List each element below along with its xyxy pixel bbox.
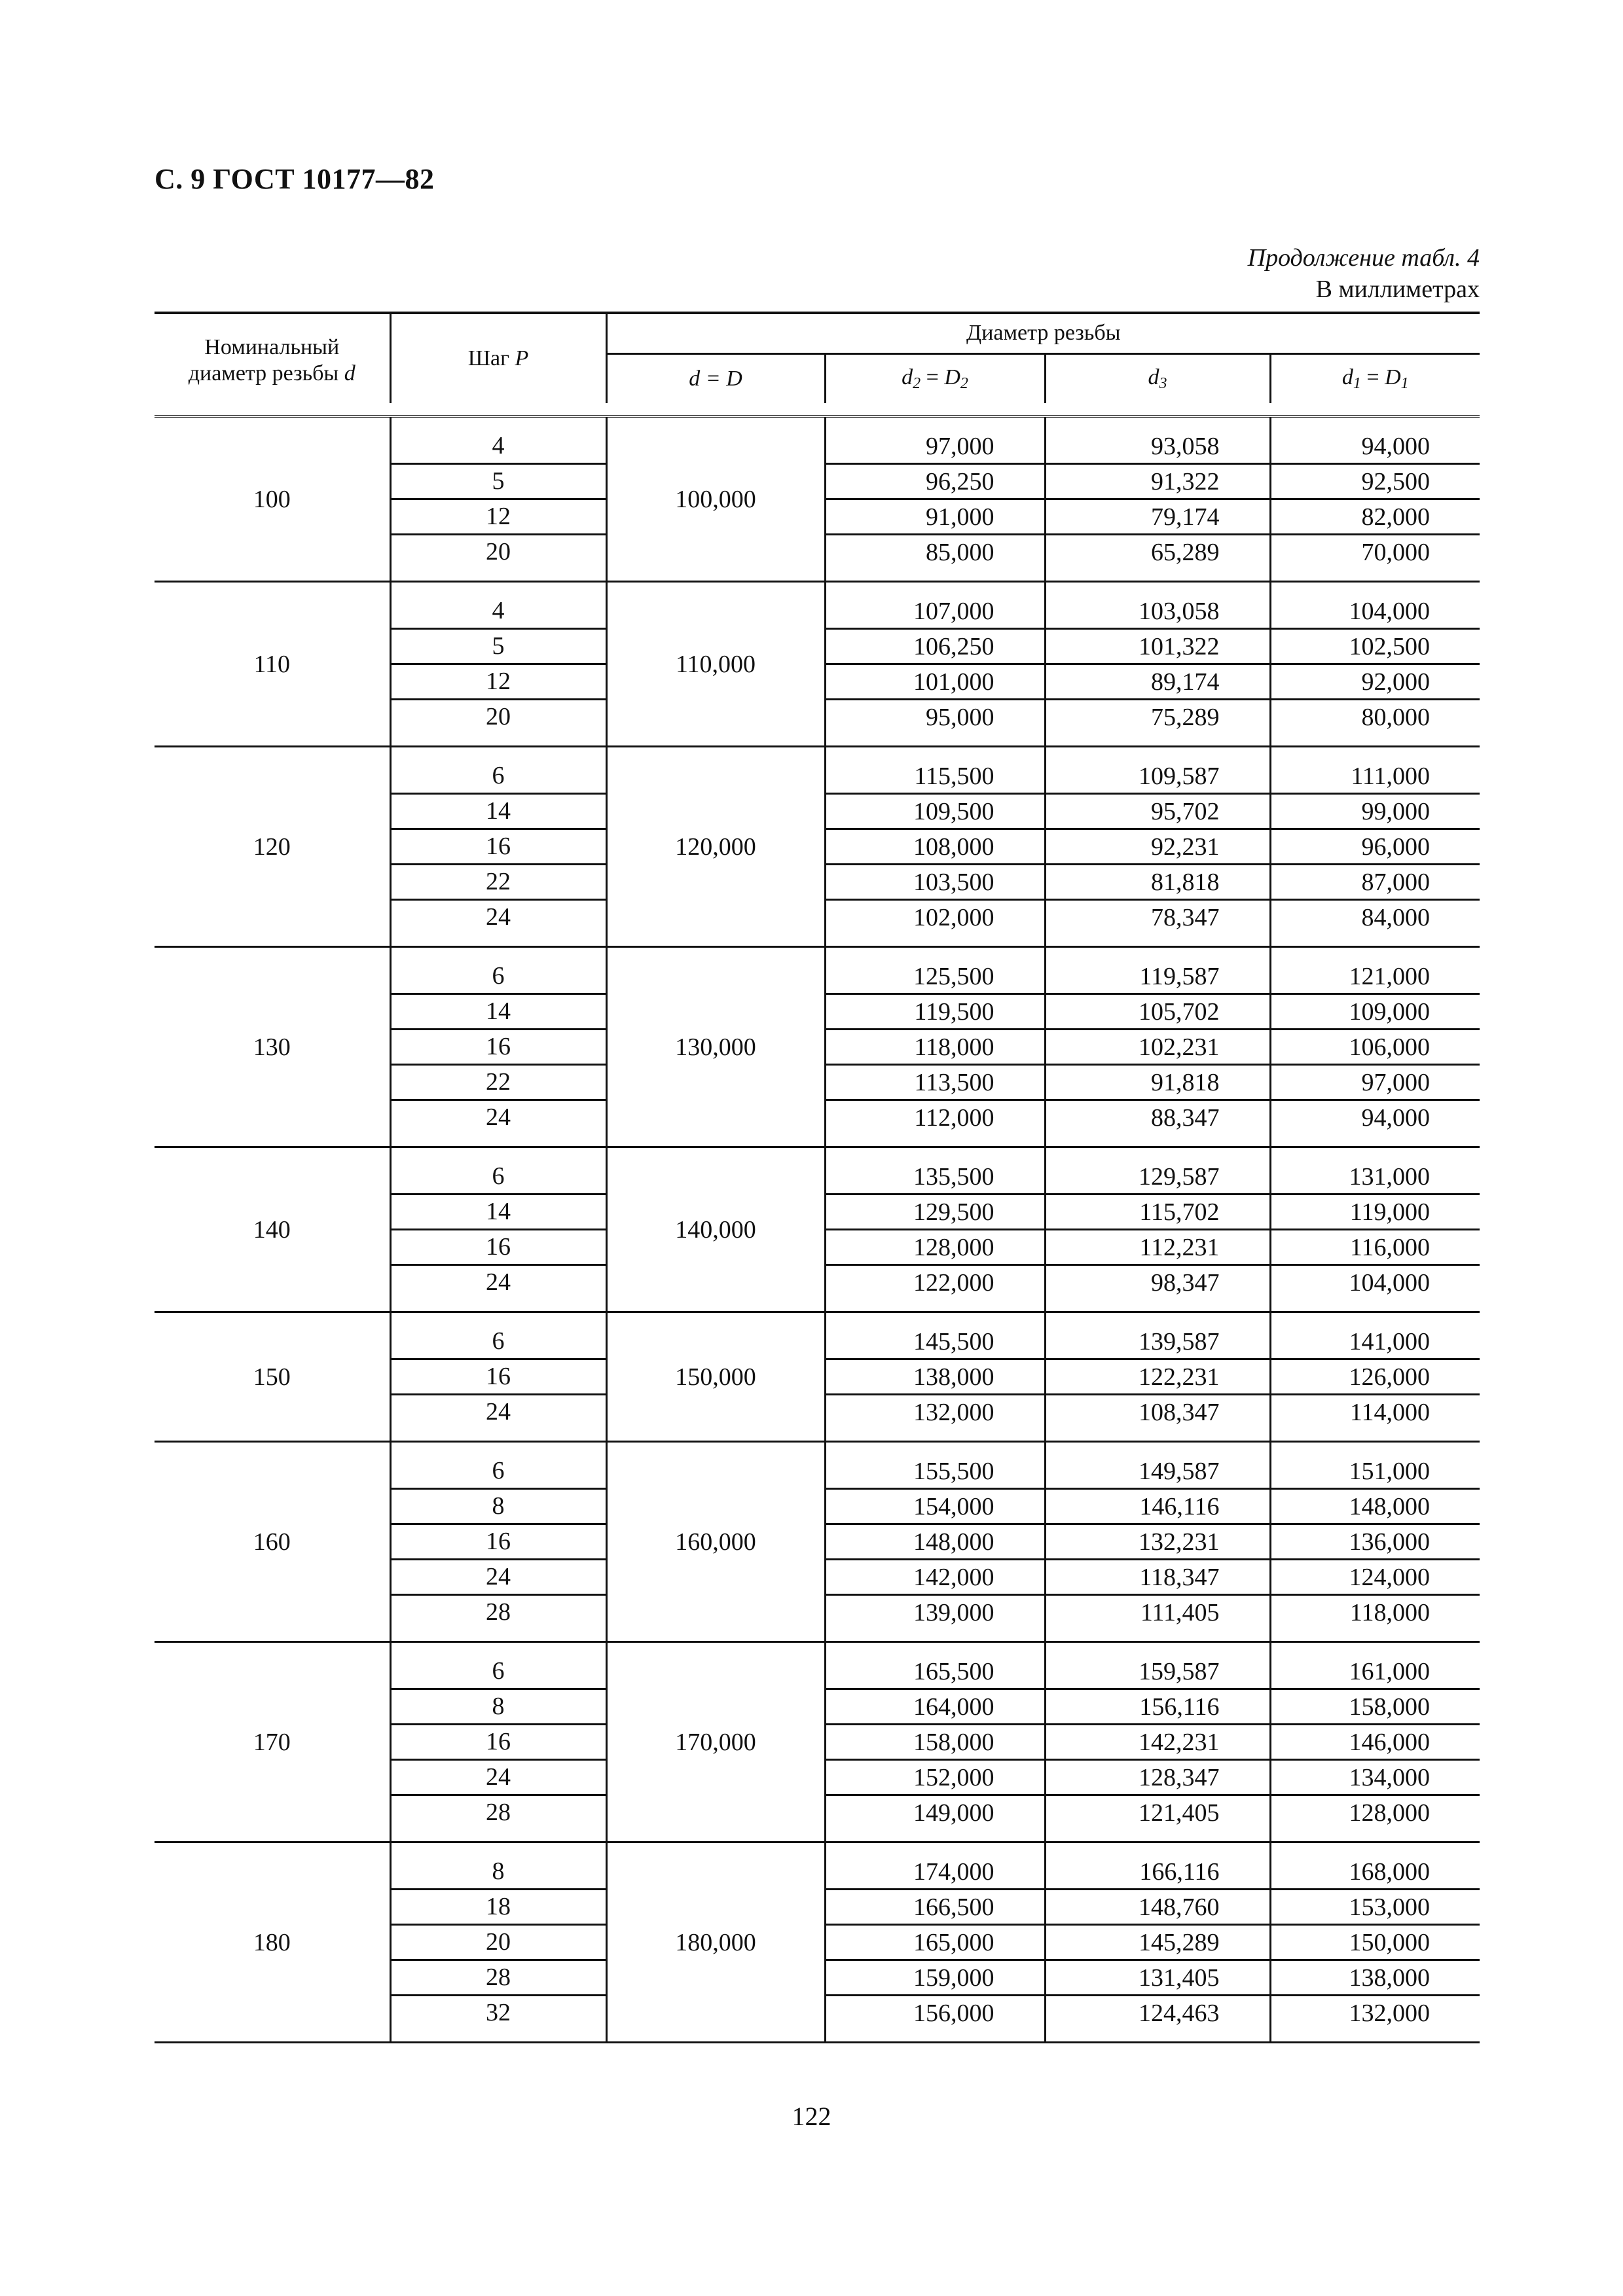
value-cell-d2: 139,000 bbox=[825, 1595, 1045, 1630]
pitch-cell: 22 bbox=[390, 865, 606, 900]
table-continuation-label: Продолжение табл. 4 bbox=[1247, 244, 1480, 272]
value-spacer bbox=[1270, 1312, 1480, 1325]
value-cell-d1: 109,000 bbox=[1270, 994, 1480, 1030]
value-cell-d2: 122,000 bbox=[825, 1265, 1045, 1300]
value-cell-d2: 97,000 bbox=[825, 429, 1045, 464]
value-cell-d2: 149,000 bbox=[825, 1795, 1045, 1830]
pitch-spacer bbox=[390, 947, 606, 960]
group-top-spacer bbox=[155, 582, 1480, 595]
value-cell-d2: 85,000 bbox=[825, 535, 1045, 569]
value-cell-d1: 104,000 bbox=[1270, 594, 1480, 629]
value-spacer bbox=[1270, 1429, 1480, 1442]
value-cell-d2: 148,000 bbox=[825, 1524, 1045, 1560]
value-spacer bbox=[825, 1147, 1045, 1160]
value-spacer bbox=[825, 934, 1045, 947]
pitch-cell: 24 bbox=[390, 1100, 606, 1135]
value-spacer bbox=[1270, 1629, 1480, 1642]
value-cell-d2: 166,500 bbox=[825, 1890, 1045, 1925]
value-cell-d3: 149,587 bbox=[1045, 1454, 1270, 1489]
page-number: 122 bbox=[792, 2102, 831, 2131]
value-spacer bbox=[825, 416, 1045, 429]
nominal-diameter-cell: 140 bbox=[155, 1147, 390, 1312]
value-spacer bbox=[825, 747, 1045, 760]
header-sub-d3: $d_3$ bbox=[1045, 353, 1270, 403]
pitch-spacer bbox=[390, 747, 606, 760]
pitch-cell: 24 bbox=[390, 1760, 606, 1795]
value-spacer bbox=[1270, 947, 1480, 960]
major-diameter-cell: 110,000 bbox=[606, 582, 825, 747]
value-cell-d1: 111,000 bbox=[1270, 759, 1480, 794]
thread-diameter-table bbox=[155, 312, 1480, 2043]
pitch-cell: 20 bbox=[390, 700, 606, 734]
value-cell-d1: 126,000 bbox=[1270, 1359, 1480, 1395]
value-cell-d1: 118,000 bbox=[1270, 1595, 1480, 1630]
pitch-cell: 6 bbox=[390, 1655, 606, 1689]
major-diameter-cell: 160,000 bbox=[606, 1442, 825, 1642]
header-sub-d1: $d_1 = D_1$ bbox=[1270, 353, 1480, 403]
pitch-cell: 18 bbox=[390, 1890, 606, 1925]
value-spacer bbox=[825, 1299, 1045, 1312]
value-cell-d1: 168,000 bbox=[1270, 1855, 1480, 1890]
value-spacer bbox=[825, 1442, 1045, 1455]
value-cell-d3: 111,405 bbox=[1045, 1595, 1270, 1630]
page-header: С. 9 ГОСТ 10177—82 bbox=[155, 163, 435, 195]
value-cell-d1: 158,000 bbox=[1270, 1689, 1480, 1725]
value-spacer bbox=[1270, 1299, 1480, 1312]
value-cell-d3: 115,702 bbox=[1045, 1194, 1270, 1230]
header-pitch bbox=[390, 313, 606, 403]
value-spacer bbox=[1270, 2030, 1480, 2043]
value-cell-d1: 150,000 bbox=[1270, 1925, 1480, 1960]
pitch-spacer bbox=[390, 1842, 606, 1856]
value-cell-d1: 132,000 bbox=[1270, 1996, 1480, 2030]
pitch-cell: 16 bbox=[390, 1725, 606, 1760]
value-cell-d3: 166,116 bbox=[1045, 1855, 1270, 1890]
value-cell-d3: 121,405 bbox=[1045, 1795, 1270, 1830]
value-cell-d2: 165,000 bbox=[825, 1925, 1045, 1960]
pitch-spacer bbox=[390, 2030, 606, 2043]
pitch-cell: 24 bbox=[390, 1560, 606, 1595]
value-cell-d3: 109,587 bbox=[1045, 759, 1270, 794]
nominal-diameter-cell: 130 bbox=[155, 947, 390, 1147]
value-spacer bbox=[1045, 1629, 1270, 1642]
pitch-spacer bbox=[390, 1442, 606, 1455]
pitch-cell: 16 bbox=[390, 1359, 606, 1395]
value-cell-d1: 128,000 bbox=[1270, 1795, 1480, 1830]
value-cell-d2: 138,000 bbox=[825, 1359, 1045, 1395]
value-cell-d2: 174,000 bbox=[825, 1855, 1045, 1890]
pitch-spacer bbox=[390, 934, 606, 947]
value-spacer bbox=[1045, 1829, 1270, 1842]
value-cell-d3: 91,818 bbox=[1045, 1065, 1270, 1100]
value-cell-d2: 119,500 bbox=[825, 994, 1045, 1030]
value-cell-d2: 106,250 bbox=[825, 629, 1045, 664]
value-cell-d3: 103,058 bbox=[1045, 594, 1270, 629]
pitch-cell: 28 bbox=[390, 1795, 606, 1830]
major-diameter-cell: 150,000 bbox=[606, 1312, 825, 1442]
value-cell-d1: 121,000 bbox=[1270, 960, 1480, 994]
value-cell-d3: 105,702 bbox=[1045, 994, 1270, 1030]
value-cell-d2: 91,000 bbox=[825, 499, 1045, 535]
value-cell-d1: 148,000 bbox=[1270, 1489, 1480, 1524]
pitch-cell: 6 bbox=[390, 1325, 606, 1359]
value-cell-d3: 128,347 bbox=[1045, 1760, 1270, 1795]
group-top-spacer bbox=[155, 947, 1480, 960]
value-cell-d3: 65,289 bbox=[1045, 535, 1270, 569]
value-cell-d2: 128,000 bbox=[825, 1230, 1045, 1265]
major-diameter-cell: 140,000 bbox=[606, 1147, 825, 1312]
value-spacer bbox=[825, 2030, 1045, 2043]
value-cell-d2: 145,500 bbox=[825, 1325, 1045, 1359]
header-sub-d2: $d_2 = D_2$ bbox=[825, 353, 1045, 403]
major-diameter-cell: 100,000 bbox=[606, 416, 825, 582]
value-cell-d3: 119,587 bbox=[1045, 960, 1270, 994]
group-top-spacer bbox=[155, 416, 1480, 429]
value-spacer bbox=[825, 1134, 1045, 1147]
value-spacer bbox=[1045, 2030, 1270, 2043]
pitch-cell: 24 bbox=[390, 1265, 606, 1300]
pitch-spacer bbox=[390, 734, 606, 747]
value-cell-d1: 96,000 bbox=[1270, 829, 1480, 865]
header-thread-diameter: Диаметр резьбы bbox=[606, 313, 1480, 353]
value-cell-d3: 156,116 bbox=[1045, 1689, 1270, 1725]
value-cell-d3: 139,587 bbox=[1045, 1325, 1270, 1359]
header-nominal-diameter bbox=[155, 313, 390, 403]
group-top-spacer bbox=[155, 1147, 1480, 1160]
pitch-spacer bbox=[390, 582, 606, 595]
value-cell-d1: 92,500 bbox=[1270, 464, 1480, 499]
value-spacer bbox=[825, 734, 1045, 747]
value-cell-d2: 108,000 bbox=[825, 829, 1045, 865]
value-cell-d3: 102,231 bbox=[1045, 1030, 1270, 1065]
pitch-spacer bbox=[390, 416, 606, 429]
value-spacer bbox=[1045, 582, 1270, 595]
value-cell-d3: 108,347 bbox=[1045, 1395, 1270, 1429]
group-top-spacer bbox=[155, 1842, 1480, 1856]
value-cell-d2: 164,000 bbox=[825, 1689, 1045, 1725]
value-cell-d1: 161,000 bbox=[1270, 1655, 1480, 1689]
value-cell-d1: 114,000 bbox=[1270, 1395, 1480, 1429]
value-cell-d3: 122,231 bbox=[1045, 1359, 1270, 1395]
pitch-spacer bbox=[390, 1147, 606, 1160]
value-cell-d2: 109,500 bbox=[825, 794, 1045, 829]
value-cell-d2: 152,000 bbox=[825, 1760, 1045, 1795]
value-spacer bbox=[1045, 1442, 1270, 1455]
value-spacer bbox=[1045, 569, 1270, 582]
value-cell-d2: 113,500 bbox=[825, 1065, 1045, 1100]
value-cell-d3: 98,347 bbox=[1045, 1265, 1270, 1300]
pitch-cell: 12 bbox=[390, 499, 606, 535]
pitch-cell: 20 bbox=[390, 1925, 606, 1960]
value-cell-d3: 79,174 bbox=[1045, 499, 1270, 535]
pitch-cell: 8 bbox=[390, 1689, 606, 1725]
value-cell-d1: 151,000 bbox=[1270, 1454, 1480, 1489]
pitch-cell: 16 bbox=[390, 829, 606, 865]
value-cell-d2: 159,000 bbox=[825, 1960, 1045, 1996]
pitch-cell: 8 bbox=[390, 1489, 606, 1524]
value-cell-d3: 159,587 bbox=[1045, 1655, 1270, 1689]
value-spacer bbox=[1045, 947, 1270, 960]
pitch-cell: 5 bbox=[390, 629, 606, 664]
value-spacer bbox=[1270, 582, 1480, 595]
value-cell-d1: 99,000 bbox=[1270, 794, 1480, 829]
nominal-diameter-cell: 150 bbox=[155, 1312, 390, 1442]
value-cell-d2: 112,000 bbox=[825, 1100, 1045, 1135]
value-spacer bbox=[825, 947, 1045, 960]
value-cell-d2: 101,000 bbox=[825, 664, 1045, 700]
value-cell-d2: 96,250 bbox=[825, 464, 1045, 499]
pitch-cell: 4 bbox=[390, 594, 606, 629]
value-cell-d3: 78,347 bbox=[1045, 900, 1270, 935]
value-spacer bbox=[1045, 734, 1270, 747]
value-cell-d1: 92,000 bbox=[1270, 664, 1480, 700]
value-cell-d3: 101,322 bbox=[1045, 629, 1270, 664]
value-cell-d1: 104,000 bbox=[1270, 1265, 1480, 1300]
value-cell-d1: 82,000 bbox=[1270, 499, 1480, 535]
table-header bbox=[155, 313, 1480, 416]
pitch-cell: 32 bbox=[390, 1996, 606, 2030]
value-cell-d3: 92,231 bbox=[1045, 829, 1270, 865]
value-cell-d2: 125,500 bbox=[825, 960, 1045, 994]
nominal-diameter-cell: 160 bbox=[155, 1442, 390, 1642]
value-cell-d2: 118,000 bbox=[825, 1030, 1045, 1065]
pitch-cell: 5 bbox=[390, 464, 606, 499]
group-top-spacer bbox=[155, 747, 1480, 760]
pitch-spacer bbox=[390, 1829, 606, 1842]
value-cell-d1: 106,000 bbox=[1270, 1030, 1480, 1065]
pitch-cell: 24 bbox=[390, 1395, 606, 1429]
value-cell-d3: 118,347 bbox=[1045, 1560, 1270, 1595]
value-cell-d3: 81,818 bbox=[1045, 865, 1270, 900]
value-cell-d3: 146,116 bbox=[1045, 1489, 1270, 1524]
pitch-cell: 28 bbox=[390, 1960, 606, 1996]
value-spacer bbox=[1045, 1299, 1270, 1312]
value-cell-d2: 103,500 bbox=[825, 865, 1045, 900]
header-nominal-text: Номинальный диаметр резьбы d bbox=[188, 335, 356, 386]
major-diameter-cell: 180,000 bbox=[606, 1842, 825, 2043]
value-cell-d3: 93,058 bbox=[1045, 429, 1270, 464]
value-cell-d2: 158,000 bbox=[825, 1725, 1045, 1760]
value-spacer bbox=[1045, 1429, 1270, 1442]
value-spacer bbox=[1045, 1312, 1270, 1325]
pitch-cell: 20 bbox=[390, 535, 606, 569]
value-spacer bbox=[1045, 1147, 1270, 1160]
header-pitch-text: Шаг P bbox=[467, 346, 529, 370]
value-cell-d1: 80,000 bbox=[1270, 700, 1480, 734]
pitch-spacer bbox=[390, 1134, 606, 1147]
value-spacer bbox=[1045, 747, 1270, 760]
value-cell-d2: 156,000 bbox=[825, 1996, 1045, 2030]
value-cell-d3: 95,702 bbox=[1045, 794, 1270, 829]
value-cell-d1: 102,500 bbox=[1270, 629, 1480, 664]
value-cell-d1: 97,000 bbox=[1270, 1065, 1480, 1100]
pitch-spacer bbox=[390, 1312, 606, 1325]
value-cell-d1: 124,000 bbox=[1270, 1560, 1480, 1595]
value-spacer bbox=[1270, 747, 1480, 760]
value-spacer bbox=[1045, 934, 1270, 947]
value-cell-d1: 119,000 bbox=[1270, 1194, 1480, 1230]
value-spacer bbox=[825, 582, 1045, 595]
value-cell-d3: 124,463 bbox=[1045, 1996, 1270, 2030]
value-cell-d3: 148,760 bbox=[1045, 1890, 1270, 1925]
value-spacer bbox=[1045, 1842, 1270, 1856]
value-cell-d1: 138,000 bbox=[1270, 1960, 1480, 1996]
major-diameter-cell: 130,000 bbox=[606, 947, 825, 1147]
nominal-diameter-cell: 170 bbox=[155, 1642, 390, 1842]
value-spacer bbox=[825, 1842, 1045, 1856]
pitch-cell: 4 bbox=[390, 429, 606, 464]
value-cell-d3: 89,174 bbox=[1045, 664, 1270, 700]
value-cell-d1: 134,000 bbox=[1270, 1760, 1480, 1795]
major-diameter-cell: 170,000 bbox=[606, 1642, 825, 1842]
value-cell-d2: 129,500 bbox=[825, 1194, 1045, 1230]
value-spacer bbox=[1270, 1642, 1480, 1655]
pitch-cell: 6 bbox=[390, 759, 606, 794]
major-diameter-cell: 120,000 bbox=[606, 747, 825, 947]
pitch-cell: 8 bbox=[390, 1855, 606, 1890]
value-cell-d1: 116,000 bbox=[1270, 1230, 1480, 1265]
value-spacer bbox=[825, 1312, 1045, 1325]
pitch-cell: 22 bbox=[390, 1065, 606, 1100]
nominal-diameter-cell: 110 bbox=[155, 582, 390, 747]
value-cell-d2: 142,000 bbox=[825, 1560, 1045, 1595]
value-cell-d2: 95,000 bbox=[825, 700, 1045, 734]
pitch-cell: 6 bbox=[390, 1160, 606, 1194]
value-cell-d2: 135,500 bbox=[825, 1160, 1045, 1194]
value-cell-d3: 75,289 bbox=[1045, 700, 1270, 734]
value-cell-d3: 145,289 bbox=[1045, 1925, 1270, 1960]
value-spacer bbox=[1045, 1134, 1270, 1147]
pitch-cell: 24 bbox=[390, 900, 606, 935]
group-top-spacer bbox=[155, 1442, 1480, 1455]
value-cell-d3: 88,347 bbox=[1045, 1100, 1270, 1135]
pitch-cell: 6 bbox=[390, 1454, 606, 1489]
value-spacer bbox=[825, 1829, 1045, 1842]
value-cell-d2: 155,500 bbox=[825, 1454, 1045, 1489]
nominal-diameter-cell: 180 bbox=[155, 1842, 390, 2043]
pitch-cell: 14 bbox=[390, 794, 606, 829]
pitch-cell: 16 bbox=[390, 1524, 606, 1560]
pitch-cell: 16 bbox=[390, 1230, 606, 1265]
pitch-cell: 16 bbox=[390, 1030, 606, 1065]
value-spacer bbox=[825, 569, 1045, 582]
pitch-spacer bbox=[390, 1629, 606, 1642]
nominal-diameter-cell: 100 bbox=[155, 416, 390, 582]
value-spacer bbox=[1270, 1829, 1480, 1842]
pitch-spacer bbox=[390, 1642, 606, 1655]
pitch-cell: 6 bbox=[390, 960, 606, 994]
value-spacer bbox=[1270, 934, 1480, 947]
value-spacer bbox=[1270, 1842, 1480, 1856]
header-sub-d: d = D bbox=[606, 353, 825, 403]
units-label: В миллиметрах bbox=[1315, 276, 1480, 303]
pitch-cell: 12 bbox=[390, 664, 606, 700]
value-cell-d2: 102,000 bbox=[825, 900, 1045, 935]
value-spacer bbox=[1270, 1442, 1480, 1455]
value-cell-d1: 94,000 bbox=[1270, 429, 1480, 464]
value-cell-d3: 132,231 bbox=[1045, 1524, 1270, 1560]
value-cell-d2: 132,000 bbox=[825, 1395, 1045, 1429]
value-spacer bbox=[1270, 1147, 1480, 1160]
value-cell-d1: 136,000 bbox=[1270, 1524, 1480, 1560]
value-cell-d1: 70,000 bbox=[1270, 535, 1480, 569]
value-cell-d3: 131,405 bbox=[1045, 1960, 1270, 1996]
value-cell-d1: 153,000 bbox=[1270, 1890, 1480, 1925]
pitch-cell: 28 bbox=[390, 1595, 606, 1630]
value-cell-d3: 142,231 bbox=[1045, 1725, 1270, 1760]
pitch-spacer bbox=[390, 1429, 606, 1442]
value-cell-d1: 141,000 bbox=[1270, 1325, 1480, 1359]
value-cell-d2: 154,000 bbox=[825, 1489, 1045, 1524]
value-cell-d2: 165,500 bbox=[825, 1655, 1045, 1689]
value-cell-d2: 107,000 bbox=[825, 594, 1045, 629]
value-spacer bbox=[1270, 416, 1480, 429]
pitch-cell: 14 bbox=[390, 1194, 606, 1230]
pitch-spacer bbox=[390, 569, 606, 582]
value-spacer bbox=[1045, 1642, 1270, 1655]
pitch-spacer bbox=[390, 1299, 606, 1312]
value-spacer bbox=[825, 1642, 1045, 1655]
group-top-spacer bbox=[155, 1312, 1480, 1325]
header-double-rule bbox=[155, 403, 1480, 416]
value-cell-d1: 131,000 bbox=[1270, 1160, 1480, 1194]
value-cell-d1: 84,000 bbox=[1270, 900, 1480, 935]
value-spacer bbox=[1045, 416, 1270, 429]
value-spacer bbox=[1270, 1134, 1480, 1147]
value-cell-d1: 87,000 bbox=[1270, 865, 1480, 900]
value-spacer bbox=[825, 1629, 1045, 1642]
thread-diameter-table-wrap bbox=[155, 312, 1480, 2043]
value-cell-d3: 112,231 bbox=[1045, 1230, 1270, 1265]
value-cell-d2: 115,500 bbox=[825, 759, 1045, 794]
value-cell-d1: 146,000 bbox=[1270, 1725, 1480, 1760]
value-spacer bbox=[1270, 569, 1480, 582]
value-cell-d3: 129,587 bbox=[1045, 1160, 1270, 1194]
pitch-cell: 14 bbox=[390, 994, 606, 1030]
value-spacer bbox=[1270, 734, 1480, 747]
nominal-diameter-cell: 120 bbox=[155, 747, 390, 947]
value-cell-d1: 94,000 bbox=[1270, 1100, 1480, 1135]
table-body bbox=[155, 416, 1480, 2043]
value-cell-d3: 91,322 bbox=[1045, 464, 1270, 499]
group-top-spacer bbox=[155, 1642, 1480, 1655]
value-spacer bbox=[825, 1429, 1045, 1442]
